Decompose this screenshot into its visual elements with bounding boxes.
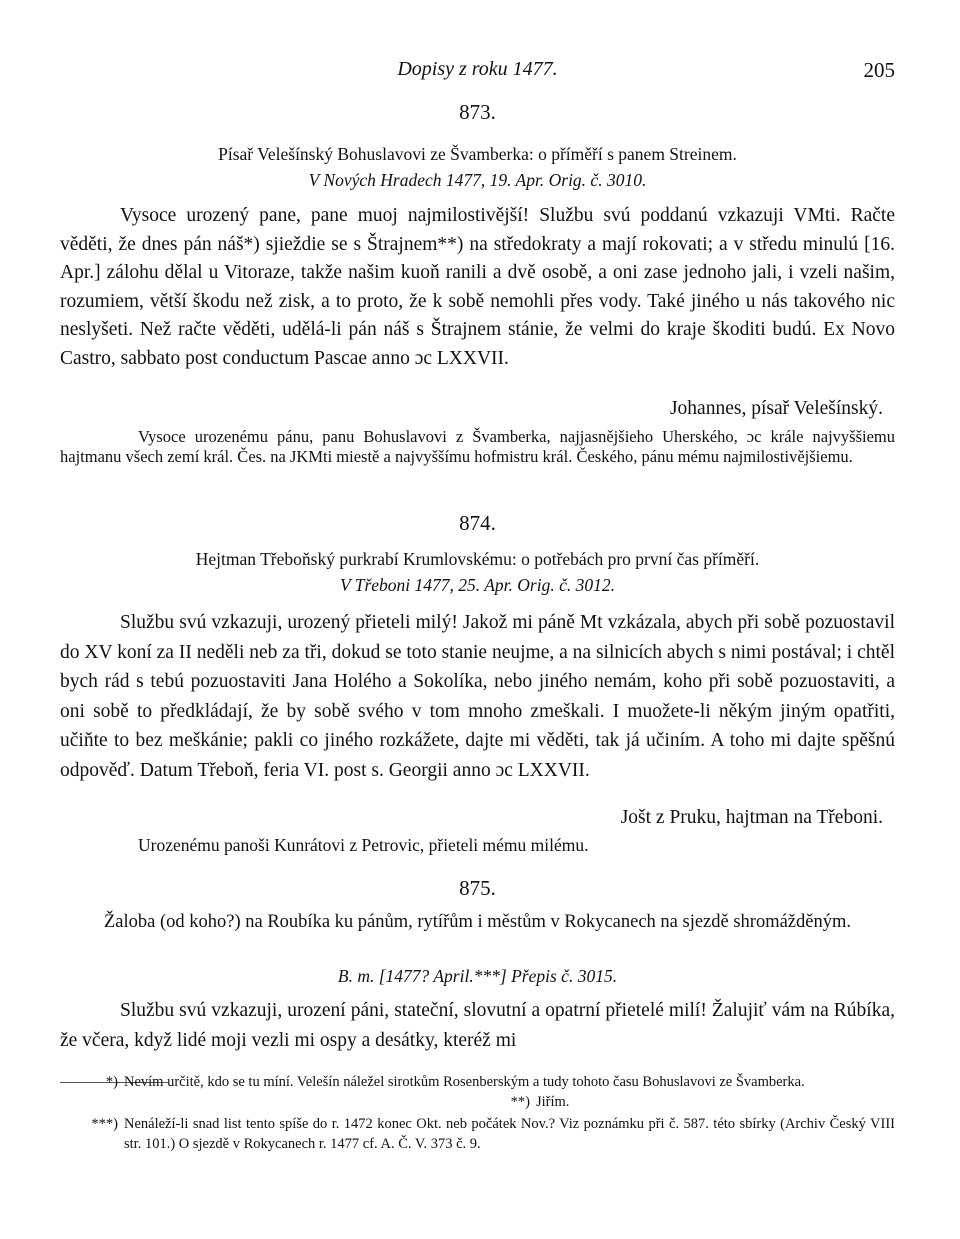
letter-874-heading-block: [60, 546, 895, 598]
footnote-text: Nevím určitě, kdo se tu míní. Velešín náležel sirotkům Rosenberským a tudy tohoto času Bohuslavovi ze Švamberka.: [124, 1074, 805, 1090]
letter-paragraph: Službu svú vzkazuji, urození páni, stateční, slovutní a opatrní přietelé milí! Žalujiť vám na Rúbíka, že včera, když lidé moji vezli mi ospy a desátky, kteréž mi: [60, 1000, 895, 1051]
letter-heading: Hejtman Třeboňský purkrabí Krumlovskému: o potřebách pro první čas příměří.: [195, 549, 760, 569]
footnote-marker: *): [105, 1074, 118, 1090]
letter-873-heading-block: [60, 141, 895, 193]
letter-source: V Nových Hradech 1477, 19. Apr. Orig. č. 3010.: [308, 170, 647, 190]
letter-873-body: [60, 202, 895, 373]
letter-873-number-block: [60, 100, 895, 125]
letter-873-signature-block: [60, 394, 895, 423]
footnote-text: Nenáleží-li snad list tento spíše do r. 1472 konec Okt. neb počátek Nov.? Viz poznámku při č. 587. této sbírky (Archiv Český VIII str. 101.) O sjezdě v Rokycanech r. 1477 cf. A. Č. V. 373 č. 9.: [124, 1116, 895, 1152]
footnote-2: [60, 1092, 895, 1112]
letter-number: 875.: [459, 876, 496, 900]
letter-875-source-block: [60, 963, 895, 989]
page-number: 205: [863, 58, 895, 82]
letter-address: Urozenému panoši Kunrátovi z Petrovic, přieteli mému milému.: [138, 835, 589, 855]
footnote-3-block: [60, 1114, 895, 1154]
letter-873-address-block: [60, 427, 895, 467]
letter-874-number-block: [60, 511, 895, 536]
letter-874-signature-block: [60, 803, 895, 832]
letter-number: 874.: [459, 511, 496, 535]
letter-source: B. m. [1477? April.***] Přepis č. 3015.: [337, 966, 618, 986]
letter-875-heading-block: [60, 910, 895, 935]
footnote-marker: **): [510, 1094, 530, 1110]
letter-heading: Písař Velešínský Bohuslavovi ze Švamberka: o příměří s panem Streinem.: [218, 144, 737, 164]
letter-874-body: [60, 608, 895, 785]
letter-paragraph: Vysoce urozený pane, pane muoj najmilostivější! Službu svú poddanú vzkazuji VMti. Račte věděti, že dnes pán náš*) sjieždie se s Štrajnem**) na středokraty a mají rokovati; a v středu minulú [16. Apr.] zálohu dělal u Vitoraze, takže našim kuoň ranili a dvě osobě, a oni zase jednoho jali, i vzeli našim, rozumiem, větší škodu než zisk, a to proto, že k sobě nemohli přes vody. Také jiného u nás takového nic neslyšeti. Než račte věděti, udělá-li pán náš s Štrajnem stánie, že velmi do kraje škoditi budú. Ex Novo Castro, sabbato post conductum Pascae anno ɔc LXXVII.: [60, 205, 895, 369]
footnotes: [60, 1072, 895, 1092]
letter-paragraph: Službu svú vzkazuji, urozený přieteli milý! Jakož mi páně Mt vzkázala, abych při sobě pozuostavil do XV koní za II neděli neb za tři, dokud se toto stanie neujme, a na silnicích abych s nimi postával; i chtěl bych rád s tebú pozuostaviti Jana Holého a Sokolíka, nebo jiného nemám, koho při sobě pozuostaviti, a oni sobě to předkládají, že by sobě svého v tom mnoho zmeškali. I muožete-li někým jiným opatřiti, učiňte to bez meškánie; pakli co jiného rozkážete, dajte mi věděti, tak já učiním. A toho mi dajte spěšnú odpověď. Datum Třeboň, feria VI. post s. Georgii anno ɔc LXXVII.: [60, 612, 895, 781]
running-title: Dopisy z roku 1477.: [397, 58, 558, 80]
letter-875-number-block: [60, 876, 895, 901]
footnote-text: Jiřím.: [536, 1094, 570, 1110]
letter-875-body: [60, 996, 895, 1055]
letter-number: 873.: [459, 100, 496, 124]
letter-address: Vysoce urozenému pánu, panu Bohuslavovi z Švamberka, najjasnějšieho Uherského, ɔc krále najvyššiemu hajtmanu všech zemí král. Čes. na JKMti miestě a najvyššímu hofmistru král. Českého, pánu mému najmilostivějšiemu.: [60, 427, 895, 466]
running-head: [60, 58, 895, 86]
letter-source: V Třeboni 1477, 25. Apr. Orig. č. 3012.: [340, 575, 615, 595]
footnote-marker: ***): [91, 1116, 118, 1132]
letter-heading: Žaloba (od koho?) na Roubíka ku pánům, rytířům i městům v Rokycanech na sjezdě shromážděným.: [103, 912, 851, 932]
footnote-3: [60, 1114, 895, 1154]
footnote-2-line: [60, 1092, 895, 1112]
letter-874-address-block: [60, 832, 895, 858]
letter-signature: Johannes, písař Velešínský.: [669, 398, 883, 419]
footnote-1: [60, 1072, 895, 1092]
letter-signature: Jošt z Pruku, hajtman na Třeboni.: [620, 807, 883, 828]
